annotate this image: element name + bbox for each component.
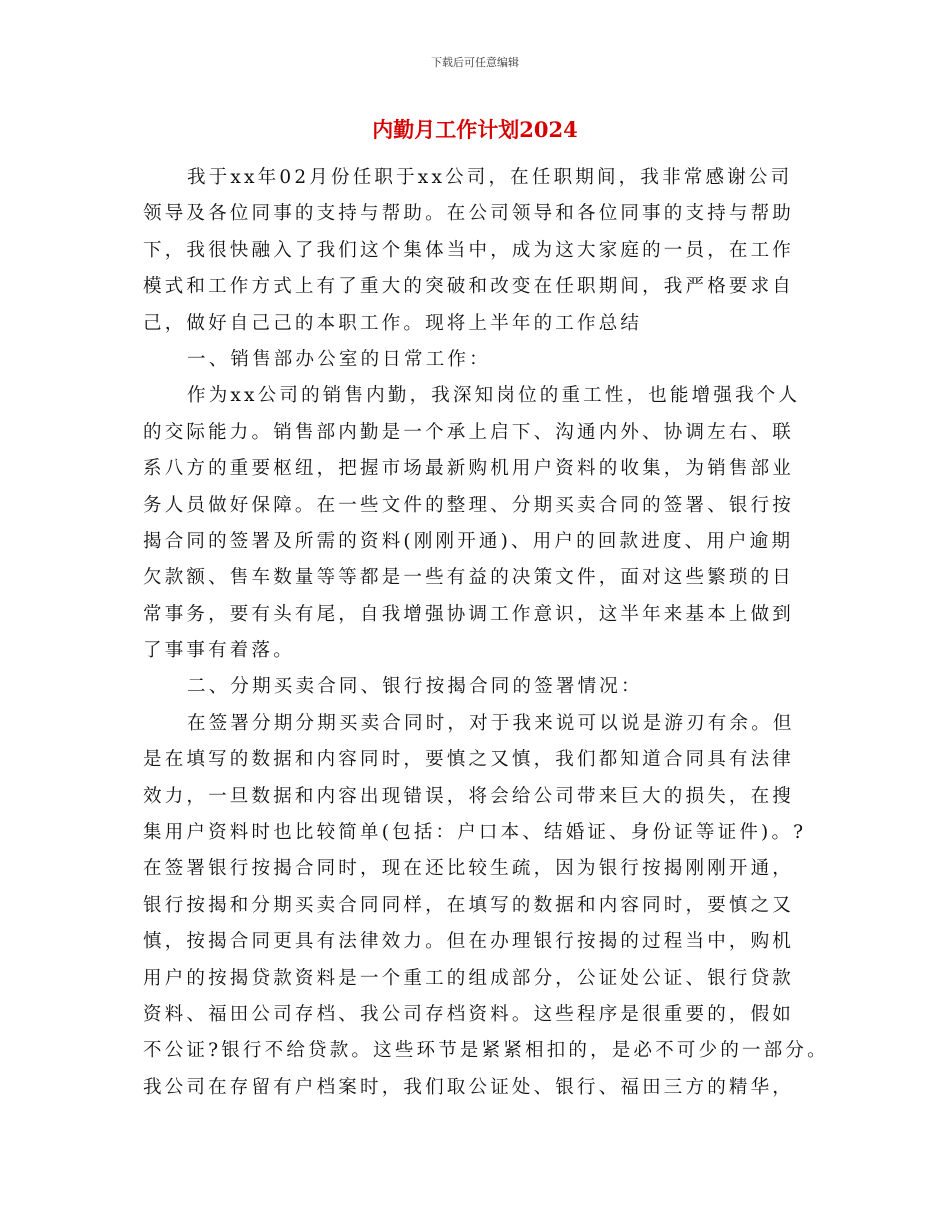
text-line: 欠款额、售车数量等等都是一些有益的决策文件，面对这些繁琐的日 [143, 567, 795, 589]
text-line: 是在填写的数据和内容同时，要慎之又慎，我们都知道合同具有法律 [143, 749, 795, 771]
text-line: 揭合同的签署及所需的资料(刚刚开通)、用户的回款进度、用户逾期 [143, 530, 794, 552]
text-line: 领导及各位同事的支持与帮助。在公司领导和各位同事的支持与帮助 [143, 203, 795, 225]
text-line: 银行按揭和分期买卖合同同样，在填写的数据和内容同时，要慎之又 [143, 894, 795, 916]
document-body [143, 160, 843, 1106]
text-line: 在签署银行按揭合同时，现在还比较生疏，因为银行按揭刚刚开通， [143, 858, 795, 880]
text-line: 效力，一旦数据和内容出现错误，将会给公司带来巨大的损失，在搜 [143, 785, 795, 807]
text-line: 系八方的重要枢纽，把握市场最新购机用户资料的收集，为销售部业 [143, 458, 795, 480]
text-line: 了事事有着落。 [143, 640, 295, 662]
text-line: 资料、福田公司存档、我公司存档资料。这些程序是很重要的，假如 [143, 1003, 795, 1025]
text-line: 务人员做好保障。在一些文件的整理、分期买卖合同的签署、银行按 [143, 494, 795, 516]
text-line: 我于xx年02月份任职于xx公司，在任职期间，我非常感谢公司 [187, 167, 793, 188]
text-line: 用户的按揭贷款资料是一个重工的组成部分，公证处公证、银行贷款 [143, 967, 795, 989]
text-line: 一、销售部办公室的日常工作： [187, 348, 491, 370]
text-line: 常事务，要有头有尾，自我增强协调工作意识，这半年来基本上做到 [143, 603, 795, 625]
text-line: 在签署分期分期买卖合同时，对于我来说可以说是游刃有余。但 [187, 712, 795, 734]
text-line: 作为xx公司的销售内勤，我深知岗位的重工性，也能增强我个人 [187, 385, 801, 407]
text-line: 慎，按揭合同更具有法律效力。但在办理银行按揭的过程当中，购机 [143, 931, 795, 953]
header-note: 下载后可任意编辑 [431, 56, 519, 69]
text-line: 二、分期买卖合同、银行按揭合同的签署情况： [187, 676, 643, 698]
document-title: 内勤月工作计划2024 [372, 117, 578, 142]
text-line: 我公司在存留有户档案时，我们取公证处、银行、福田三方的精华， [143, 1076, 795, 1098]
text-line: 下，我很快融入了我们这个集体当中，成为这大家庭的一员，在工作 [143, 239, 795, 261]
text-line: 模式和工作方式上有了重大的突破和改变在任职期间，我严格要求自 [143, 276, 795, 298]
text-line: 集用户资料时也比较简单(包括：户口本、结婚证、身份证等证件)。? [143, 822, 807, 844]
text-line: 不公证?银行不给贷款。这些环节是紧紧相扣的，是必不可少的一部分。 [143, 1040, 829, 1062]
text-line: 己，做好自己己的本职工作。现将上半年的工作总结 [143, 312, 643, 334]
text-line: 的交际能力。销售部内勤是一个承上启下、沟通内外、协调左右、联 [143, 421, 795, 443]
